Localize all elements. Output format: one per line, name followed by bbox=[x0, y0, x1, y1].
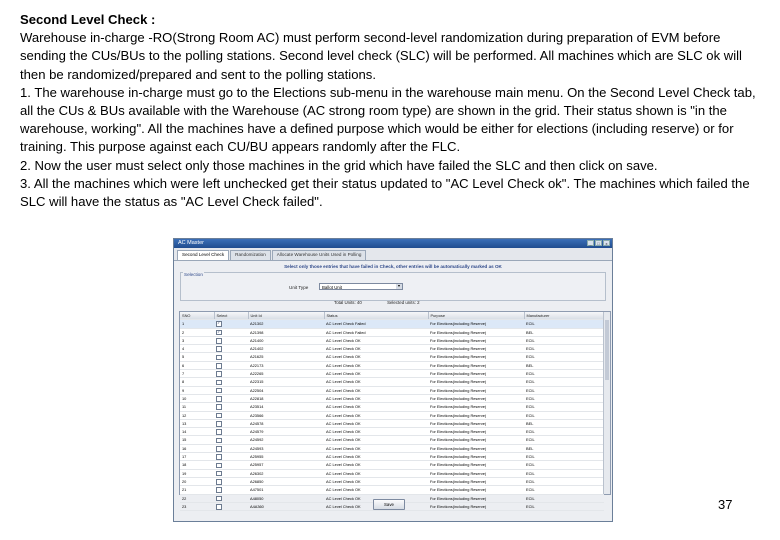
select-checkbox[interactable] bbox=[216, 413, 222, 419]
cell-status: AC Level Check OK bbox=[324, 477, 428, 485]
cell-select bbox=[214, 419, 248, 427]
cell-status: AC Level Check OK bbox=[324, 361, 428, 369]
cell-unit-id: A21402 bbox=[248, 345, 324, 353]
cell-manufacturer: ECIL bbox=[524, 461, 604, 469]
cell-manufacturer: ECIL bbox=[524, 502, 604, 510]
cell-purpose: For Elections(including Reserve) bbox=[428, 486, 524, 494]
close-button[interactable]: x bbox=[603, 240, 610, 246]
cell-purpose: For Elections(including Reserve) bbox=[428, 477, 524, 485]
cell-purpose: For Elections(including Reserve) bbox=[428, 345, 524, 353]
table-row[interactable] bbox=[180, 444, 604, 452]
select-checkbox[interactable] bbox=[216, 454, 222, 460]
col-status[interactable]: Status bbox=[324, 312, 428, 320]
select-checkbox[interactable] bbox=[216, 380, 222, 386]
cell-purpose: For Elections(including Reserve) bbox=[428, 436, 524, 444]
select-checkbox[interactable] bbox=[216, 388, 222, 394]
units-table bbox=[180, 312, 605, 511]
tab-bar bbox=[174, 248, 612, 261]
cell-purpose: For Elections(including Reserve) bbox=[428, 494, 524, 502]
select-checkbox[interactable] bbox=[216, 363, 222, 369]
cell-select bbox=[214, 361, 248, 369]
cell-unit-id: A21625 bbox=[248, 353, 324, 361]
cell-unit-id: A24579 bbox=[248, 428, 324, 436]
cell-manufacturer: ECIL bbox=[524, 378, 604, 386]
cell-purpose: For Elections(including Reserve) bbox=[428, 361, 524, 369]
paragraph-intro: Warehouse in-charge -RO(Strong Room AC) must perform second-level randomization during preparation of EVM before sending the CUs/BUs to the polling stations. Second level check (SLC) will be performed. All machines which are SLC ok will then be randomized/prepared and sent to the polling stations. bbox=[20, 30, 742, 82]
cell-sno: 9 bbox=[180, 386, 214, 394]
select-checkbox[interactable] bbox=[216, 346, 222, 352]
cell-manufacturer: BEL bbox=[524, 328, 604, 336]
cell-select bbox=[214, 486, 248, 494]
cell-purpose: For Elections(including Reserve) bbox=[428, 428, 524, 436]
select-checkbox[interactable] bbox=[216, 404, 222, 410]
cell-unit-id: A22504 bbox=[248, 386, 324, 394]
cell-purpose: For Elections(including Reserve) bbox=[428, 403, 524, 411]
cell-select bbox=[214, 428, 248, 436]
cell-purpose: For Elections(including Reserve) bbox=[428, 394, 524, 402]
page-number: 37 bbox=[718, 497, 733, 512]
cell-purpose: For Elections(including Reserve) bbox=[428, 320, 524, 328]
cell-unit-id: A26302 bbox=[248, 469, 324, 477]
cell-select bbox=[214, 502, 248, 510]
col-purpose[interactable]: Purpose bbox=[428, 312, 524, 320]
table-body bbox=[180, 320, 604, 511]
cell-purpose: For Elections(including Reserve) bbox=[428, 353, 524, 361]
cell-select bbox=[214, 477, 248, 485]
unit-type-label: Unit Type bbox=[289, 285, 309, 290]
cell-select bbox=[214, 494, 248, 502]
table-row[interactable] bbox=[180, 453, 604, 461]
cell-status: AC Level Check OK bbox=[324, 394, 428, 402]
cell-unit-id: A24578 bbox=[248, 419, 324, 427]
cell-unit-id: A21398 bbox=[248, 328, 324, 336]
scrollbar-thumb[interactable] bbox=[605, 320, 609, 380]
tab-randomization[interactable]: Randomization bbox=[230, 250, 271, 260]
table-row[interactable] bbox=[180, 345, 604, 353]
cell-select bbox=[214, 469, 248, 477]
cell-purpose: For Elections(including Reserve) bbox=[428, 370, 524, 378]
cell-purpose: For Elections(including Reserve) bbox=[428, 419, 524, 427]
save-button[interactable]: Save bbox=[373, 499, 405, 510]
cell-select bbox=[214, 394, 248, 402]
cell-sno: 19 bbox=[180, 469, 214, 477]
cell-purpose: For Elections(including Reserve) bbox=[428, 453, 524, 461]
unit-type-dropdown[interactable] bbox=[319, 283, 403, 290]
cell-manufacturer: ECIL bbox=[524, 345, 604, 353]
cell-unit-id: A23566 bbox=[248, 411, 324, 419]
cell-sno: 22 bbox=[180, 494, 214, 502]
cell-sno: 13 bbox=[180, 419, 214, 427]
cell-status: AC Level Check Failed bbox=[324, 320, 428, 328]
cell-purpose: For Elections(including Reserve) bbox=[428, 411, 524, 419]
cell-purpose: For Elections(including Reserve) bbox=[428, 386, 524, 394]
cell-manufacturer: ECIL bbox=[524, 428, 604, 436]
cell-select bbox=[214, 320, 248, 328]
table-row[interactable] bbox=[180, 353, 604, 361]
select-checkbox[interactable] bbox=[216, 355, 222, 361]
cell-manufacturer: ECIL bbox=[524, 320, 604, 328]
cell-select bbox=[214, 403, 248, 411]
selected-units: Selected units: 2 bbox=[387, 300, 420, 305]
cell-unit-id: A24593 bbox=[248, 444, 324, 452]
cell-unit-id: A21400 bbox=[248, 336, 324, 344]
select-checkbox[interactable] bbox=[216, 438, 222, 444]
chevron-down-icon: ▼ bbox=[397, 284, 401, 288]
cell-manufacturer: ECIL bbox=[524, 370, 604, 378]
cell-sno: 8 bbox=[180, 378, 214, 386]
cell-unit-id: A22173 bbox=[248, 361, 324, 369]
tab-second-level-check[interactable]: Second Level Check bbox=[177, 250, 229, 260]
table-row[interactable] bbox=[180, 461, 604, 469]
cell-manufacturer: ECIL bbox=[524, 469, 604, 477]
cell-status: AC Level Check OK bbox=[324, 336, 428, 344]
cell-status: AC Level Check OK bbox=[324, 345, 428, 353]
table-row[interactable] bbox=[180, 336, 604, 344]
cell-unit-id: A22818 bbox=[248, 394, 324, 402]
cell-status: AC Level Check OK bbox=[324, 444, 428, 452]
cell-select bbox=[214, 353, 248, 361]
cell-unit-id: A47501 bbox=[248, 486, 324, 494]
cell-sno: 16 bbox=[180, 444, 214, 452]
cell-status: AC Level Check OK bbox=[324, 378, 428, 386]
cell-manufacturer: ECIL bbox=[524, 394, 604, 402]
select-checkbox[interactable]: ✓ bbox=[217, 329, 221, 334]
table-row[interactable] bbox=[180, 486, 604, 494]
cell-manufacturer: BEL bbox=[524, 361, 604, 369]
cell-purpose: For Elections(including Reserve) bbox=[428, 461, 524, 469]
paragraph-step-2: 2. Now the user must select only those machines in the grid which have failed the SLC and then click on save. bbox=[20, 157, 658, 173]
window-titlebar bbox=[174, 239, 612, 248]
select-checkbox[interactable] bbox=[216, 471, 222, 477]
cell-sno: 7 bbox=[180, 370, 214, 378]
cell-status: AC Level Check OK bbox=[324, 370, 428, 378]
cell-select bbox=[214, 370, 248, 378]
maximize-button[interactable]: □ bbox=[595, 240, 602, 246]
cell-sno: 12 bbox=[180, 411, 214, 419]
cell-status: AC Level Check Failed bbox=[324, 328, 428, 336]
cell-manufacturer: ECIL bbox=[524, 336, 604, 344]
cell-sno: 5 bbox=[180, 353, 214, 361]
table-row[interactable] bbox=[180, 320, 604, 328]
grid-scrollbar[interactable] bbox=[603, 312, 610, 494]
cell-sno: 17 bbox=[180, 453, 214, 461]
document-text bbox=[20, 11, 760, 211]
unit-type-value: Ballot Unit bbox=[322, 285, 343, 290]
cell-select bbox=[214, 386, 248, 394]
cell-unit-id: A21302 bbox=[248, 320, 324, 328]
select-checkbox[interactable] bbox=[216, 463, 222, 469]
cell-status: AC Level Check OK bbox=[324, 403, 428, 411]
table-row[interactable] bbox=[180, 411, 604, 419]
cell-status: AC Level Check OK bbox=[324, 428, 428, 436]
table-row[interactable] bbox=[180, 419, 604, 427]
cell-manufacturer: BEL bbox=[524, 444, 604, 452]
select-checkbox[interactable]: ✓ bbox=[217, 321, 221, 326]
cell-status: AC Level Check OK bbox=[324, 436, 428, 444]
cell-sno: 1 bbox=[180, 320, 214, 328]
table-row[interactable] bbox=[180, 378, 604, 386]
select-checkbox[interactable] bbox=[216, 487, 222, 493]
embedded-app-screenshot bbox=[173, 238, 613, 522]
cell-sno: 4 bbox=[180, 345, 214, 353]
table-row[interactable] bbox=[180, 394, 604, 402]
cell-status: AC Level Check OK bbox=[324, 453, 428, 461]
window-controls bbox=[587, 240, 610, 246]
cell-unit-id: A4A360 bbox=[248, 502, 324, 510]
select-checkbox[interactable] bbox=[216, 429, 222, 435]
tab-allocate-warehouse-units[interactable]: Allocate Warehouse Units Used in Polling bbox=[272, 250, 367, 260]
col-manufacturer[interactable]: Manufacturer bbox=[524, 312, 604, 320]
selection-legend: Selection bbox=[184, 272, 203, 277]
cell-sno: 20 bbox=[180, 477, 214, 485]
cell-purpose: For Elections(including Reserve) bbox=[428, 469, 524, 477]
table-row[interactable] bbox=[180, 361, 604, 369]
cell-sno: 18 bbox=[180, 461, 214, 469]
select-checkbox[interactable] bbox=[216, 396, 222, 402]
cell-status: AC Level Check OK bbox=[324, 461, 428, 469]
cell-status: AC Level Check OK bbox=[324, 353, 428, 361]
cell-purpose: For Elections(including Reserve) bbox=[428, 444, 524, 452]
cell-status: AC Level Check OK bbox=[324, 419, 428, 427]
instruction-notice: Select only those entries that have failed in Check, other entries will be automatically marked as OK bbox=[284, 264, 502, 269]
cell-manufacturer: BEL bbox=[524, 419, 604, 427]
cell-sno: 23 bbox=[180, 502, 214, 510]
selection-group bbox=[180, 272, 606, 301]
select-checkbox[interactable] bbox=[216, 446, 222, 452]
cell-status: AC Level Check OK bbox=[324, 502, 428, 510]
cell-status: AC Level Check OK bbox=[324, 494, 428, 502]
cell-sno: 14 bbox=[180, 428, 214, 436]
cell-select bbox=[214, 461, 248, 469]
cell-unit-id: A25955 bbox=[248, 453, 324, 461]
cell-select bbox=[214, 436, 248, 444]
cell-manufacturer: ECIL bbox=[524, 477, 604, 485]
cell-unit-id: A25957 bbox=[248, 461, 324, 469]
table-row[interactable] bbox=[180, 477, 604, 485]
cell-sno: 15 bbox=[180, 436, 214, 444]
total-units: Total Units: 40 bbox=[334, 300, 362, 305]
select-checkbox[interactable] bbox=[216, 496, 222, 502]
paragraph-step-1: 1. The warehouse in-charge must go to the Elections sub-menu in the warehouse main menu. On the Second Level Check tab, all the CUs & BUs available with the Warehouse (AC strong room type) are shown in the grid. Their status shown is "in the warehouse, working". All the machines have a defined purpose which would be either for elections (including reserve) or for training. This purpose against each CU/BU appears randomly after the FLC. bbox=[20, 84, 756, 155]
cell-manufacturer: ECIL bbox=[524, 453, 604, 461]
cell-sno: 10 bbox=[180, 394, 214, 402]
cell-status: AC Level Check OK bbox=[324, 469, 428, 477]
cell-unit-id: A24592 bbox=[248, 436, 324, 444]
cell-status: AC Level Check OK bbox=[324, 386, 428, 394]
cell-manufacturer: ECIL bbox=[524, 353, 604, 361]
cell-unit-id: A22315 bbox=[248, 378, 324, 386]
cell-unit-id: A22265 bbox=[248, 370, 324, 378]
window-title: AC Master bbox=[178, 240, 204, 246]
cell-manufacturer: ECIL bbox=[524, 494, 604, 502]
cell-sno: 11 bbox=[180, 403, 214, 411]
minimize-button[interactable]: _ bbox=[587, 240, 594, 246]
cell-select bbox=[214, 411, 248, 419]
cell-sno: 2 bbox=[180, 328, 214, 336]
col-sno[interactable]: SNO bbox=[180, 312, 214, 320]
cell-purpose: For Elections(including Reserve) bbox=[428, 328, 524, 336]
cell-manufacturer: ECIL bbox=[524, 403, 604, 411]
cell-select bbox=[214, 453, 248, 461]
table-row[interactable] bbox=[180, 469, 604, 477]
cell-unit-id: A48050 bbox=[248, 494, 324, 502]
cell-manufacturer: ECIL bbox=[524, 386, 604, 394]
cell-sno: 3 bbox=[180, 336, 214, 344]
select-checkbox[interactable] bbox=[216, 479, 222, 485]
table-row[interactable] bbox=[180, 328, 604, 336]
cell-status: AC Level Check OK bbox=[324, 486, 428, 494]
cell-sno: 21 bbox=[180, 486, 214, 494]
select-checkbox[interactable] bbox=[216, 371, 222, 377]
select-checkbox[interactable] bbox=[216, 421, 222, 427]
unit-counts bbox=[334, 300, 444, 305]
section-heading: Second Level Check : bbox=[20, 12, 156, 27]
cell-purpose: For Elections(including Reserve) bbox=[428, 336, 524, 344]
table-header-row bbox=[180, 312, 604, 320]
cell-status: AC Level Check OK bbox=[324, 411, 428, 419]
cell-purpose: For Elections(including Reserve) bbox=[428, 378, 524, 386]
cell-manufacturer: ECIL bbox=[524, 436, 604, 444]
table-row[interactable] bbox=[180, 403, 604, 411]
col-unit-id[interactable]: Unit Id bbox=[248, 312, 324, 320]
cell-unit-id: A26850 bbox=[248, 477, 324, 485]
col-select[interactable]: Select bbox=[214, 312, 248, 320]
cell-sno: 6 bbox=[180, 361, 214, 369]
table-row[interactable] bbox=[180, 436, 604, 444]
cell-manufacturer: ECIL bbox=[524, 486, 604, 494]
select-checkbox[interactable] bbox=[216, 504, 222, 510]
table-row[interactable] bbox=[180, 370, 604, 378]
cell-purpose: For Elections(including Reserve) bbox=[428, 502, 524, 510]
cell-manufacturer: ECIL bbox=[524, 411, 604, 419]
paragraph-step-3: 3. All the machines which were left unchecked get their status updated to "AC Level Check ok". The machines which failed the SLC will have the status as "AC Level Check failed". bbox=[20, 175, 750, 210]
select-checkbox[interactable] bbox=[216, 338, 222, 344]
cell-select bbox=[214, 378, 248, 386]
cell-select bbox=[214, 444, 248, 452]
table-row[interactable] bbox=[180, 386, 604, 394]
cell-select bbox=[214, 336, 248, 344]
cell-select bbox=[214, 328, 248, 336]
cell-select bbox=[214, 345, 248, 353]
cell-unit-id: A23514 bbox=[248, 403, 324, 411]
table-row[interactable] bbox=[180, 428, 604, 436]
